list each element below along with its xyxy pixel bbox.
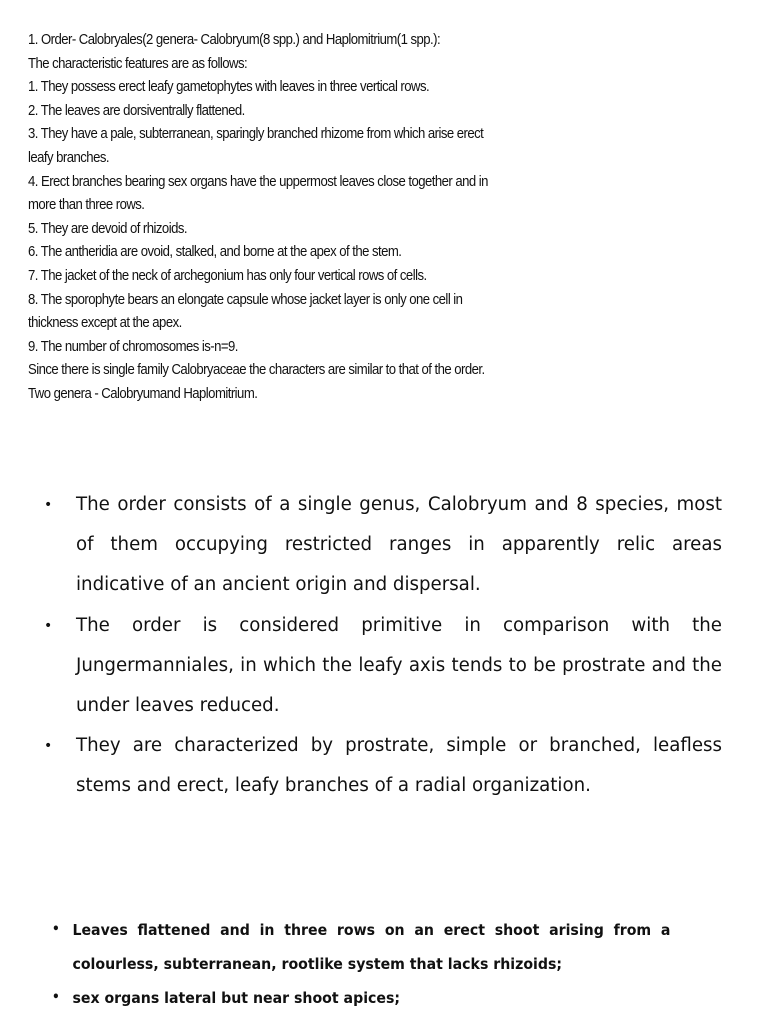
feature-line: 9. The number of chromosomes is-n=9. (28, 338, 238, 355)
feature-line: 8. The sporophyte bears an elongate capsule whose jacket layer is only one cell in (28, 291, 463, 308)
list-item (52, 913, 670, 981)
feature-line: more than three rows. (28, 197, 145, 214)
order-description-list (44, 485, 722, 807)
feature-line: 5. They are devoid of rhizoids. (28, 220, 187, 237)
list-item-text: The order is considered primitive in comparison with the Jungermanniales, in which the leafy axis tends to be prostrate and the under leaves reduced. (76, 614, 722, 717)
bullet-icon: • (52, 922, 60, 937)
feature-line: 6. The antheridia are ovoid, stalked, and borne at the apex of the stem. (28, 244, 402, 261)
features-intro: The characteristic features are as follows: (28, 55, 248, 72)
list-item (44, 606, 722, 727)
feature-line: 4. Erect branches bearing sex organs have the uppermost leaves close together and in (28, 173, 488, 190)
bullet-icon: • (44, 497, 53, 513)
bullet-icon: • (52, 990, 60, 1005)
feature-line: 3. They have a pale, subterranean, sparingly branched rhizome from which arise erect (28, 126, 484, 143)
list-item (44, 726, 722, 806)
characteristics-list (52, 913, 670, 1015)
list-item-text: sex organs lateral but near shoot apices; (72, 989, 401, 1007)
feature-line: 7. The jacket of the neck of archegonium has only four vertical rows of cells. (28, 267, 427, 284)
list-item (44, 485, 722, 606)
list-item-text: They are characterized by prostrate, simple or branched, leafless stems and erect, leafy branches of a radial organization. (76, 735, 722, 797)
feature-line: 1. They possess erect leafy gametophytes with leaves in three vertical rows. (28, 79, 430, 96)
order-heading: 1. Order- Calobryales(2 genera- Calobryum(8 spp.) and Haplomitrium(1 spp.): (28, 32, 441, 48)
bullet-icon: • (44, 617, 53, 634)
list-item-text: The order consists of a single genus, Calobryum and 8 species, most of them occupying restricted ranges in apparently relic areas indicative of an ancient origin and dispersal. (76, 494, 722, 596)
feature-line: leafy branches. (28, 149, 109, 166)
family-note: Since there is single family Calobryaceae the characters are similar to that of the order. (28, 362, 485, 379)
list-item-text: Leaves flattened and in three rows on an erect shoot arising from a colourless, subterranean, rootlike system that lacks rhizoids; (72, 921, 671, 973)
feature-line: 2. The leaves are dorsiventrally flattened. (28, 102, 245, 119)
list-item (52, 981, 670, 1015)
feature-line: thickness except at the apex. (28, 315, 182, 332)
bullet-icon: • (44, 738, 53, 755)
features-list (28, 29, 532, 407)
genera-note: Two genera - Calobryumand Haplomitrium. (28, 385, 258, 402)
